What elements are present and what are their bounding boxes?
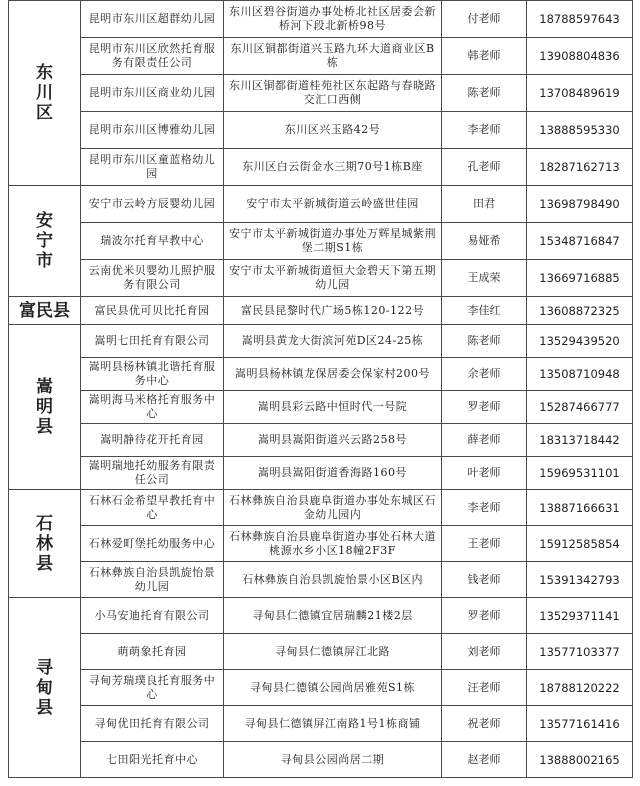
address: 嵩明县彩云路中恒时代一号院: [224, 391, 442, 424]
address: 东川区白云街金水三期70号1栋B座: [224, 149, 442, 186]
district-cell: [9, 186, 81, 297]
contact-person: 孔老师: [442, 149, 527, 186]
contact-person: 刘老师: [442, 634, 527, 670]
kindergarten-name: 嵩明县杨林镇北谐托育服务中心: [81, 358, 224, 391]
phone-number: 13888002165: [527, 742, 633, 778]
kindergarten-name: 昆明市东川区童蓝格幼儿园: [81, 149, 224, 186]
kindergarten-name: 昆明市东川区商业幼儿园: [81, 75, 224, 112]
address: 寻甸县仁德镇宜居瑞麟21楼2层: [224, 598, 442, 634]
phone-number: 15969531101: [527, 457, 633, 490]
contact-person: 薛老师: [442, 424, 527, 457]
phone-number: 13908804836: [527, 38, 633, 75]
address: 石林彝族自治县鹿阜街道办事处东城区石金幼儿园内: [224, 490, 442, 526]
contact-person: 汪老师: [442, 670, 527, 706]
contact-person: 王老师: [442, 526, 527, 562]
contact-person: 陈老师: [442, 75, 527, 112]
kindergarten-name: 石林彝族自治县凯旋怡景幼儿园: [81, 562, 224, 598]
table-row: [9, 391, 633, 424]
kindergarten-name: 嵩明瑞地托幼服务有限责任公司: [81, 457, 224, 490]
district-cell: [9, 598, 81, 778]
district-name: 富民县: [19, 300, 70, 321]
contact-person: 王成荣: [442, 260, 527, 297]
phone-number: 13529371141: [527, 598, 633, 634]
table-row: [9, 260, 633, 297]
district-name: 寻甸县: [36, 657, 53, 718]
address: 富民县昆黎时代广场5栋120-122号: [224, 297, 442, 325]
phone-number: 13577161416: [527, 706, 633, 742]
kindergarten-name: 嵩明静待花开托育园: [81, 424, 224, 457]
address: 嵩明县杨林镇龙保居委会保家村200号: [224, 358, 442, 391]
table-row: [9, 742, 633, 778]
kindergarten-directory-table: [8, 0, 633, 778]
phone-number: 15287466777: [527, 391, 633, 424]
phone-number: 13529439520: [527, 325, 633, 358]
address: 寻甸县仁德镇屏江南路1号1栋商铺: [224, 706, 442, 742]
contact-person: 钱老师: [442, 562, 527, 598]
phone-number: 18788120222: [527, 670, 633, 706]
kindergarten-name: 石林石金希望早教托育中心: [81, 490, 224, 526]
address: 嵩明县黄龙大街滨河苑D区24-25栋: [224, 325, 442, 358]
kindergarten-name: 萌萌象托育园: [81, 634, 224, 670]
directory-table-body: [9, 1, 633, 778]
phone-number: 13887166631: [527, 490, 633, 526]
table-row: [9, 706, 633, 742]
phone-number: 15348716847: [527, 223, 633, 260]
address: 寻甸县仁德镇公园尚居雅苑S1栋: [224, 670, 442, 706]
phone-number: 13708489619: [527, 75, 633, 112]
address: 寻甸县仁德镇屏江北路: [224, 634, 442, 670]
contact-person: 祝老师: [442, 706, 527, 742]
district-cell: [9, 325, 81, 490]
address: 安宁市太平新城街道云岭盛世佳园: [224, 186, 442, 223]
table-row: [9, 424, 633, 457]
phone-number: 15391342793: [527, 562, 633, 598]
kindergarten-name: 昆明市东川区超群幼儿园: [81, 1, 224, 38]
phone-number: 18287162713: [527, 149, 633, 186]
address: 东川区碧谷街道办事处桥北社区居委会新桥河下段北新桥98号: [224, 1, 442, 38]
phone-number: 13608872325: [527, 297, 633, 325]
district-name: 石林县: [36, 513, 53, 574]
address: 石林彝族自治县鹿阜街道办事处石林大道桃源水乡小区18幢2F3F: [224, 526, 442, 562]
contact-person: 李老师: [442, 490, 527, 526]
address: 寻甸县公园尚居二期: [224, 742, 442, 778]
address: 嵩明县嵩阳街道兴云路258号: [224, 424, 442, 457]
kindergarten-name: 小马安迪托育有限公司: [81, 598, 224, 634]
phone-number: 18313718442: [527, 424, 633, 457]
address: 嵩明县嵩阳街道香海路160号: [224, 457, 442, 490]
kindergarten-name: 云南优米贝婴幼儿照护服务有限公司: [81, 260, 224, 297]
kindergarten-name: 瑞波尔托育早教中心: [81, 223, 224, 260]
contact-person: 罗老师: [442, 598, 527, 634]
table-row: [9, 186, 633, 223]
contact-person: 赵老师: [442, 742, 527, 778]
contact-person: 罗老师: [442, 391, 527, 424]
address: 安宁市太平新城街道办事处万辉星城紫荆堡二期S1栋: [224, 223, 442, 260]
address: 东川区铜都街道兴玉路九环大道商业区B栋: [224, 38, 442, 75]
table-row: [9, 297, 633, 325]
table-row: [9, 490, 633, 526]
table-row: [9, 526, 633, 562]
kindergarten-name: 昆明市东川区欣然托育服务有限责任公司: [81, 38, 224, 75]
address: 东川区铜都街道桂苑社区东起路与春晓路交汇口西侧: [224, 75, 442, 112]
kindergarten-name: 七田阳光托育中心: [81, 742, 224, 778]
table-row: [9, 149, 633, 186]
kindergarten-name: 嵩明海马米格托育服务中心: [81, 391, 224, 424]
address: 东川区兴玉路42号: [224, 112, 442, 149]
district-name: 安宁市: [36, 211, 53, 271]
phone-number: 13577103377: [527, 634, 633, 670]
table-row: [9, 670, 633, 706]
table-row: [9, 358, 633, 391]
table-row: [9, 1, 633, 38]
kindergarten-name: 昆明市东川区博雅幼儿园: [81, 112, 224, 149]
contact-person: 付老师: [442, 1, 527, 38]
kindergarten-name: 嵩明七田托育有限公司: [81, 325, 224, 358]
address: 安宁市太平新城街道恒大金碧天下第五期幼儿园: [224, 260, 442, 297]
table-row: [9, 75, 633, 112]
district-name: 嵩明县: [36, 377, 53, 437]
contact-person: 李老师: [442, 112, 527, 149]
district-name: 东川区: [36, 63, 53, 123]
phone-number: 13698798490: [527, 186, 633, 223]
table-row: [9, 457, 633, 490]
district-cell: [9, 490, 81, 598]
contact-person: 易娅希: [442, 223, 527, 260]
table-row: [9, 562, 633, 598]
address: 石林彝族自治县凯旋怡景小区B区内: [224, 562, 442, 598]
contact-person: 余老师: [442, 358, 527, 391]
contact-person: 田君: [442, 186, 527, 223]
contact-person: 韩老师: [442, 38, 527, 75]
table-row: [9, 598, 633, 634]
phone-number: 13508710948: [527, 358, 633, 391]
contact-person: 李佳红: [442, 297, 527, 325]
phone-number: 13669716885: [527, 260, 633, 297]
kindergarten-name: 寻甸芳瑞璞良托育服务中心: [81, 670, 224, 706]
table-row: [9, 112, 633, 149]
phone-number: 13888595330: [527, 112, 633, 149]
kindergarten-name: 富民县优可贝比托育园: [81, 297, 224, 325]
kindergarten-name: 安宁市云岭方辰婴幼儿园: [81, 186, 224, 223]
table-row: [9, 634, 633, 670]
phone-number: 15912585854: [527, 526, 633, 562]
district-cell: [9, 1, 81, 186]
table-row: [9, 223, 633, 260]
table-row: [9, 38, 633, 75]
table-row: [9, 325, 633, 358]
contact-person: 陈老师: [442, 325, 527, 358]
contact-person: 叶老师: [442, 457, 527, 490]
district-cell: [9, 297, 81, 325]
kindergarten-name: 寻甸优田托育有限公司: [81, 706, 224, 742]
phone-number: 18788597643: [527, 1, 633, 38]
kindergarten-name: 石林爱町堡托幼服务中心: [81, 526, 224, 562]
